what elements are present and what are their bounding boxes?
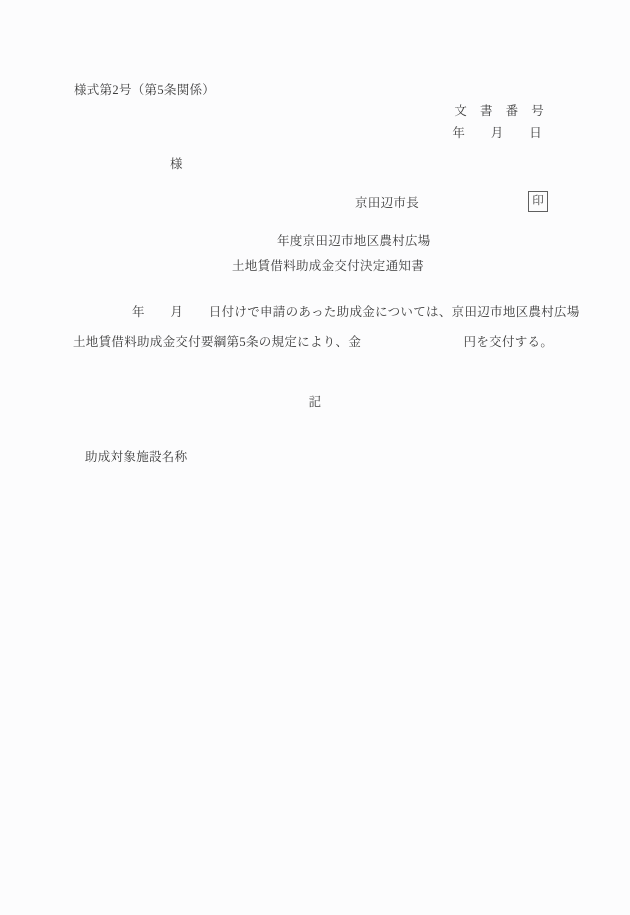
body-line-2: 土地賃借料助成金交付要綱第5条の規定により、金 円を交付する。 — [73, 335, 554, 349]
addressee-honorific: 様 — [170, 157, 183, 171]
date-line: 年 月 日 — [452, 126, 542, 140]
seal-stamp — [528, 191, 548, 212]
document-number-label: 文 書 番 号 — [454, 104, 544, 118]
sender-name: 京田辺市長 — [355, 196, 420, 210]
title-line-2: 土地賃借料助成金交付決定通知書 — [232, 259, 425, 273]
record-heading: 記 — [308, 395, 322, 409]
body-line-1: 年 月 日付けで申請のあった助成金については、京田辺市地区農村広場 — [132, 305, 580, 319]
seal-label: 印 — [532, 194, 544, 207]
title-line-1: 年度京田辺市地区農村広場 — [277, 234, 431, 248]
facility-name-label: 助成対象施設名称 — [85, 450, 188, 464]
form-number: 様式第2号（第5条関係） — [74, 83, 216, 97]
